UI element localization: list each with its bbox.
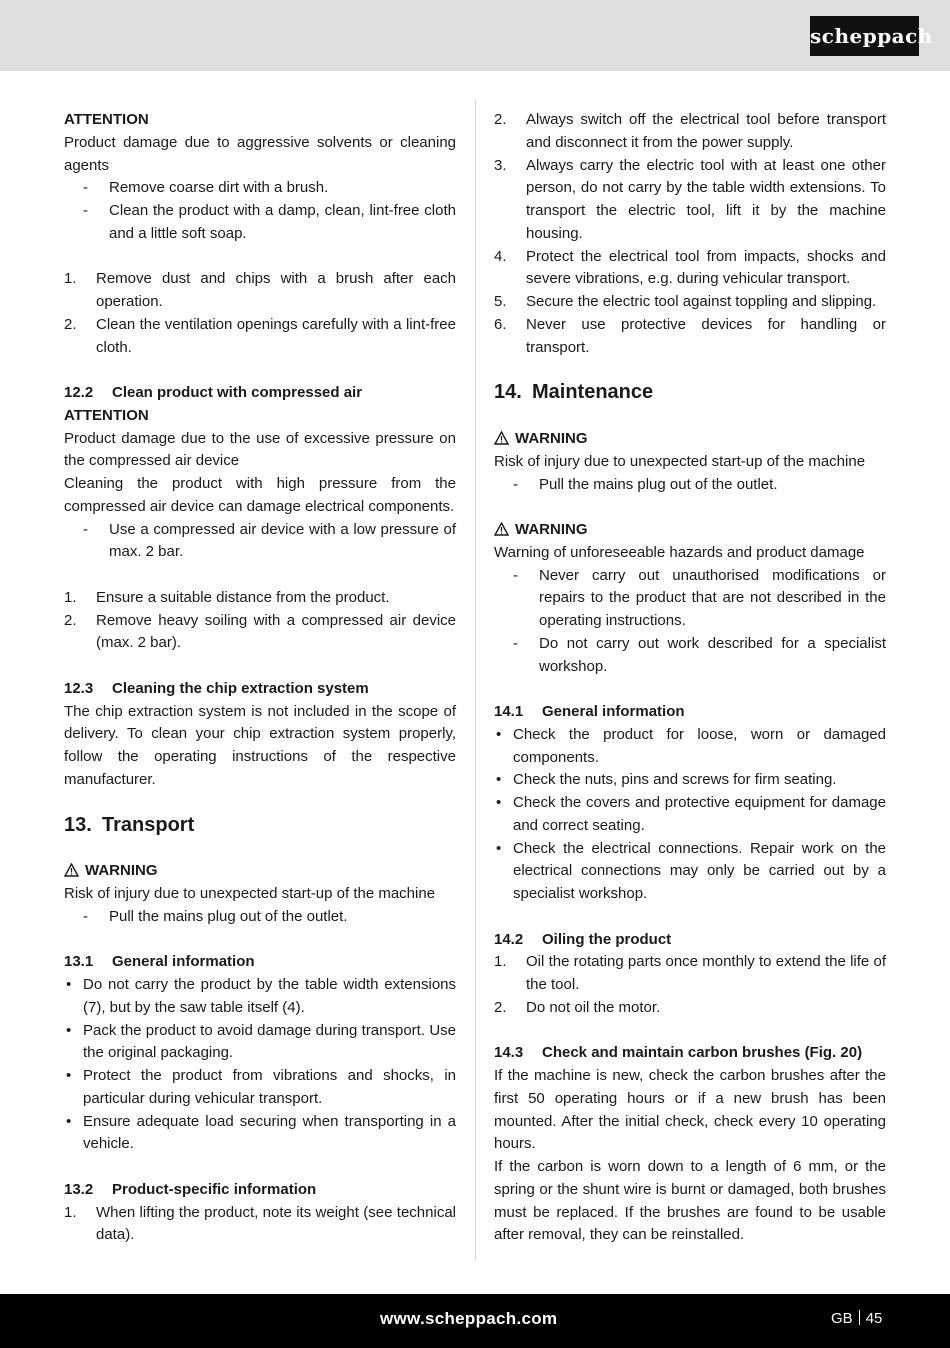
numbered-step: 1. Ensure a suitable distance from the product. (64, 588, 390, 606)
bullet-item: • Do not carry the product by the table width extensions (7), but by the saw table itself (4). (66, 976, 456, 1016)
section-heading-12-2: 12.2 Clean product with compressed air (64, 384, 363, 401)
numbered-step: 1. Oil the rotating parts once monthly to extend the life of the tool. (494, 953, 886, 993)
column-divider (475, 100, 476, 1260)
brand-logo: scheppach (810, 16, 919, 56)
warning-text: Risk of injury due to unexpected start-up of the machine (494, 452, 866, 470)
page-number: GB 45 (831, 1310, 883, 1327)
left-column (64, 109, 456, 1247)
warning-heading: WARNING (64, 860, 456, 883)
warning-triangle-icon (64, 863, 79, 877)
dash-item: - Pull the mains plug out of the outlet. (513, 475, 778, 493)
bullet-item: • Check the electrical connections. Repair work on the electrical connections may only be carried out by a specialist workshop. (496, 839, 886, 902)
numbered-step: 2. Clean the ventilation openings carefully with a lint-free cloth. (64, 315, 456, 356)
right-column (494, 109, 886, 1247)
dash-item: - Pull the mains plug out of the outlet. (83, 907, 348, 925)
bullet-item: • Pack the product to avoid damage during transport. Use the original packaging. (66, 1021, 456, 1062)
section-heading-14-1: 14.1 General information (494, 703, 685, 720)
section-heading-14-2: 14.2 Oiling the product (494, 930, 672, 948)
warning-heading: WARNING (494, 519, 886, 542)
numbered-step: 6. Never use protective devices for handling or transport. (494, 315, 886, 356)
bullet-item: • Check the covers and protective equipment for damage and correct seating. (496, 794, 886, 834)
dash-item: - Never carry out unauthorised modifications or repairs to the product that are not described in the operating instructions. (513, 566, 886, 629)
bullet-item: • Check the nuts, pins and screws for firm seating. (496, 771, 837, 789)
dash-item: - Remove coarse dirt with a brush. (83, 179, 329, 197)
page-header (0, 0, 950, 71)
section-heading-14-3: 14.3 Check and maintain carbon brushes (Fig. 20) (494, 1044, 863, 1062)
bullet-item: • Ensure adequate load securing when transporting in a vehicle. (66, 1112, 456, 1153)
website-link[interactable]: www.scheppach.com (380, 1309, 558, 1328)
section-text: If the machine is new, check the carbon brushes after the first 50 operating hours or if a new brush has been mounted. After the initial check, check every 10 operating hours. (494, 1067, 886, 1153)
warning-heading: WARNING (494, 428, 886, 451)
attention-text: Product damage due to aggressive solvents or cleaning agents (64, 133, 456, 174)
bullet-item: • Protect the product from vibrations and shocks, in particular during vehicular transport. (66, 1067, 456, 1107)
warning-text: Risk of injury due to unexpected start-up of the machine (64, 885, 436, 902)
numbered-step: 4. Protect the electrical tool from impacts, shocks and severe vibrations, e.g. during vehicular transport. (494, 247, 886, 288)
numbered-step: 5. Secure the electric tool against toppling and slipping. (494, 293, 877, 310)
numbered-step: 2. Always switch off the electrical tool before transport and disconnect it from the power supply. (494, 111, 886, 151)
dash-item: - Do not carry out work described for a specialist workshop. (513, 634, 886, 675)
attention-text: Cleaning the product with high pressure from the compressed air device can damage electrical components. (64, 475, 456, 515)
chapter-heading-transport: 13. Transport (64, 813, 195, 836)
numbered-step: 3. Always carry the electric tool with at least one other person, do not carry by the table width extensions. To transport the electric tool, lift it by the machine housing. (494, 156, 886, 242)
warning-triangle-icon (494, 522, 509, 536)
section-text: The chip extraction system is not included in the scope of delivery. To clean your chip extraction system properly, follow the operating instructions of the respective manufacturer. (64, 702, 456, 788)
numbered-step: 2. Remove heavy soiling with a compressed air device (max. 2 bar). (64, 611, 456, 652)
warning-text: Warning of unforeseeable hazards and product damage (494, 543, 865, 561)
dash-item: - Use a compressed air device with a low pressure of max. 2 bar. (83, 520, 456, 561)
section-heading-13-1: 13.1 General information (64, 953, 255, 971)
section-text: If the carbon is worn down to a length of 6 mm, or the spring or the shunt wire is burnt or damaged, both brushes must be replaced. If the brushes are found to be usable after removal, they can be reinstalled. (494, 1158, 886, 1244)
section-heading-13-2: 13.2 Product-specific information (64, 1180, 317, 1198)
attention-heading: ATTENTION (64, 111, 149, 128)
chapter-heading-maintenance: 14. Maintenance (494, 381, 654, 404)
attention-heading: ATTENTION (64, 406, 149, 424)
bullet-item: • Check the product for loose, worn or damaged components. (496, 725, 886, 766)
numbered-step: 1. When lifting the product, note its weight (see technical data). (64, 1203, 456, 1244)
page-footer (0, 1294, 950, 1348)
warning-triangle-icon (494, 431, 509, 445)
dash-item: - Clean the product with a damp, clean, lint-free cloth and a little soft soap. (83, 202, 456, 242)
attention-text: Product damage due to the use of excessive pressure on the compressed air device (64, 429, 456, 470)
section-heading-12-3: 12.3 Cleaning the chip extraction system (64, 679, 369, 697)
numbered-step: 1. Remove dust and chips with a brush after each operation. (64, 270, 456, 310)
numbered-step: 2. Do not oil the motor. (494, 998, 661, 1016)
